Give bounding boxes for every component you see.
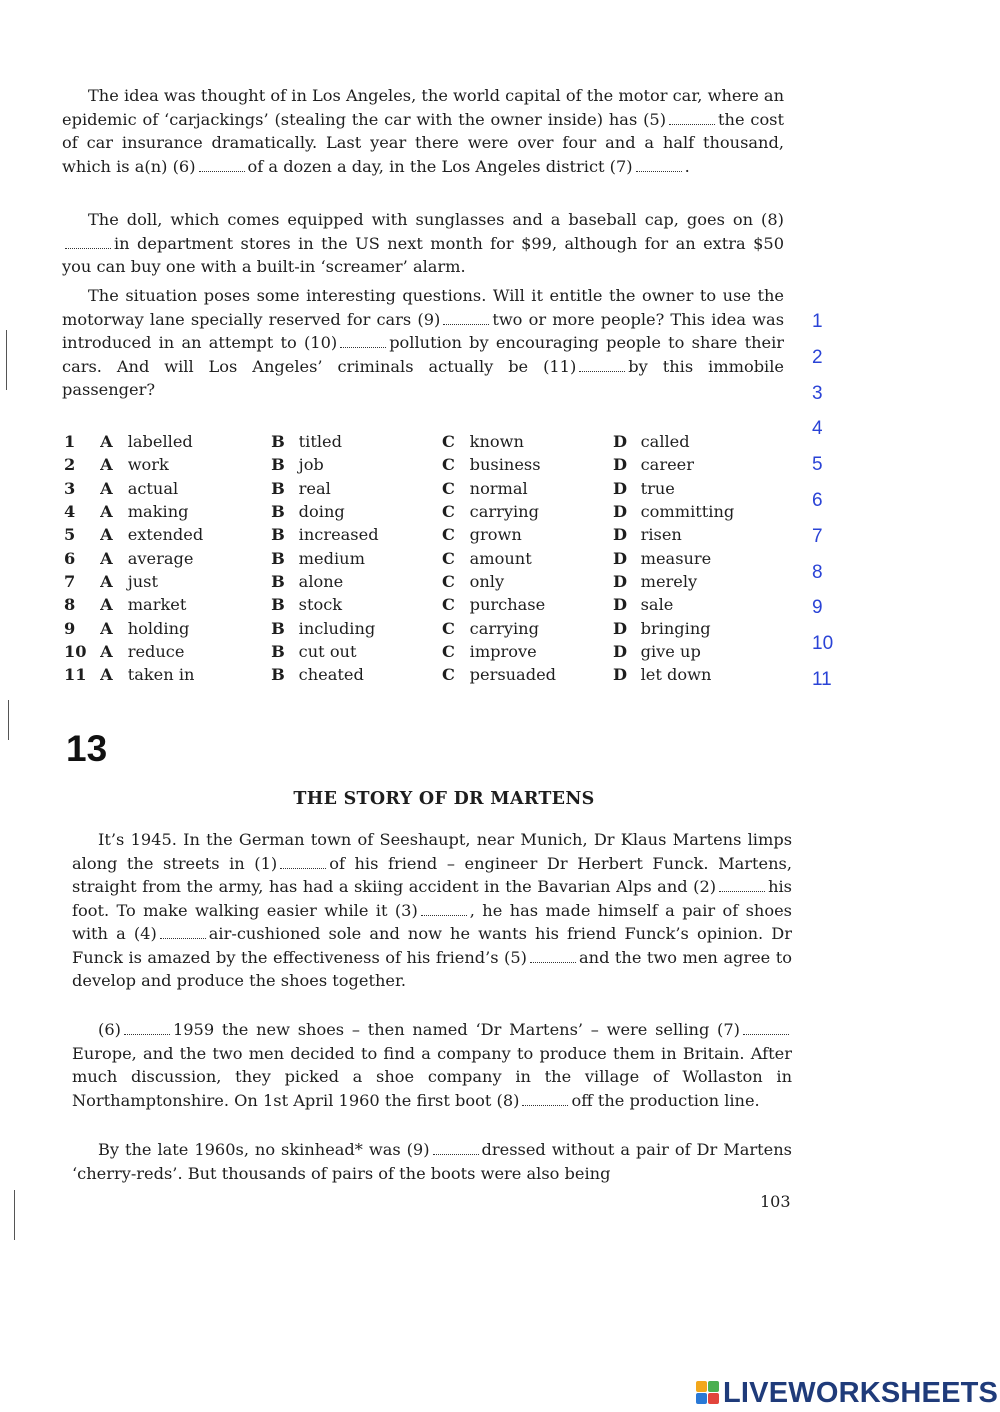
option-a[interactable]: making — [127, 502, 189, 522]
option-c[interactable]: known — [469, 432, 524, 452]
option-letter-a: A — [100, 618, 113, 638]
option-row — [64, 663, 784, 686]
story-text: dressed without a pair of Dr Martens ‘cherry-reds’. But thousands of pairs of the boots were also being — [72, 1140, 792, 1183]
story-gap-5 — [530, 956, 576, 963]
option-letter-c: C — [442, 502, 455, 522]
option-d[interactable]: risen — [640, 525, 682, 545]
gap-11 — [579, 365, 625, 372]
answer-field-3[interactable]: 3 — [812, 382, 823, 404]
option-letter-a: A — [100, 595, 113, 615]
option-letter-d: D — [613, 548, 628, 568]
option-row — [64, 453, 784, 476]
gap-10 — [340, 341, 386, 348]
option-letter-c: C — [442, 455, 455, 475]
option-letter-c: C — [442, 432, 455, 452]
option-row — [64, 546, 784, 569]
answer-field-5[interactable]: 5 — [812, 454, 823, 476]
option-a[interactable]: holding — [127, 618, 190, 638]
option-a[interactable]: work — [127, 455, 169, 475]
option-letter-a: A — [100, 665, 113, 685]
passage-text: by this immobile passenger? — [62, 356, 784, 399]
answer-field-4[interactable]: 4 — [812, 418, 823, 440]
option-letter-c: C — [442, 478, 455, 498]
story-gap-9 — [433, 1148, 479, 1155]
option-a[interactable]: actual — [127, 478, 179, 498]
option-a[interactable]: extended — [127, 525, 204, 545]
story-text: 1959 the new shoes – then named ‘Dr Martens’ – were selling (7) — [172, 1020, 740, 1039]
story-paragraph-3 — [72, 1138, 792, 1185]
option-b[interactable]: increased — [298, 525, 379, 545]
option-d[interactable]: sale — [640, 595, 674, 615]
option-letter-c: C — [442, 618, 455, 638]
option-row — [64, 570, 784, 593]
answer-field-7[interactable]: 7 — [812, 525, 823, 547]
option-row — [64, 593, 784, 616]
answer-field-1[interactable]: 1 — [812, 311, 823, 332]
option-number: 7 — [64, 571, 76, 591]
option-d[interactable]: committing — [640, 502, 735, 522]
passage-text: The situation poses some interesting questions. Will it entitle the owner to use the motorway lane specially reserved for cars (9) — [62, 286, 784, 329]
page-number: 103 — [760, 1192, 791, 1211]
option-letter-d: D — [613, 665, 628, 685]
option-number: 1 — [64, 432, 76, 452]
scan-line — [6, 330, 7, 390]
option-d[interactable]: merely — [640, 571, 698, 591]
option-letter-d: D — [613, 478, 628, 498]
story-text: (6) — [98, 1020, 121, 1039]
option-b[interactable]: doing — [298, 502, 345, 522]
story-paragraph-2 — [72, 1018, 792, 1112]
option-letter-a: A — [100, 548, 113, 568]
option-c[interactable]: grown — [469, 525, 522, 545]
passage-paragraph-3 — [62, 284, 784, 402]
option-a[interactable]: reduce — [127, 641, 185, 661]
option-number: 9 — [64, 618, 76, 638]
gap-6 — [199, 165, 245, 172]
logo-icon — [696, 1381, 720, 1405]
option-letter-c: C — [442, 665, 455, 685]
story-text: It’s 1945. In the German town of Seeshaupt, near Munich, Dr Klaus Martens limps along the streets in (1) — [72, 830, 792, 873]
answer-field-8[interactable]: 8 — [812, 561, 823, 583]
story-gap-4 — [160, 932, 206, 939]
option-d[interactable]: give up — [640, 641, 701, 661]
gap-8 — [65, 242, 111, 249]
liveworksheets-logo[interactable] — [696, 1376, 998, 1410]
answer-field-11[interactable]: 11 — [812, 669, 832, 690]
option-letter-b: B — [271, 478, 285, 498]
option-letter-a: A — [100, 571, 113, 591]
option-row — [64, 477, 784, 500]
option-number: 4 — [64, 502, 76, 522]
story-text: and the two men agree to develop and produce the shoes together. — [72, 947, 792, 990]
passage-text: of a dozen a day, in the Los Angeles district (7) — [247, 156, 633, 176]
option-letter-a: A — [100, 525, 113, 545]
answer-field-2[interactable]: 2 — [812, 346, 823, 368]
option-number: 8 — [64, 595, 76, 615]
option-letter-a: A — [100, 502, 113, 522]
option-number: 10 — [64, 641, 87, 661]
option-row — [64, 523, 784, 546]
story-text: By the late 1960s, no skinhead* was (9) — [98, 1140, 430, 1159]
story-gap-6 — [124, 1028, 170, 1035]
option-b[interactable]: cheated — [298, 665, 364, 685]
gap-7 — [636, 165, 682, 172]
options-table — [64, 430, 784, 686]
option-b[interactable]: alone — [298, 571, 344, 591]
answer-field-10[interactable]: 10 — [812, 633, 834, 655]
gap-5 — [669, 118, 715, 125]
option-letter-b: B — [271, 455, 285, 475]
answer-field-9[interactable]: 9 — [812, 597, 823, 619]
story-text: Europe, and the two men decided to find a company to produce them in Britain. After much discussion, they picked a shoe company in the village of Wollaston in Northamptonshire. On 1st April 1960 the first boot (8) — [72, 1043, 792, 1110]
passage-text: . — [684, 156, 690, 176]
option-letter-d: D — [613, 618, 628, 638]
option-a[interactable]: taken in — [127, 665, 195, 685]
option-letter-d: D — [613, 525, 628, 545]
option-letter-b: B — [271, 571, 285, 591]
option-c[interactable]: purchase — [469, 595, 546, 615]
option-letter-a: A — [100, 641, 113, 661]
story-text: his foot. To make walking easier while it (3) — [72, 877, 792, 920]
option-a[interactable]: labelled — [127, 432, 193, 452]
option-letter-b: B — [271, 618, 285, 638]
option-a[interactable]: just — [127, 571, 158, 591]
option-letter-a: A — [100, 478, 113, 498]
story-gap-2 — [719, 885, 765, 892]
option-b[interactable]: medium — [298, 548, 365, 568]
option-d[interactable]: bringing — [640, 618, 711, 638]
story-gap-8 — [522, 1099, 568, 1106]
option-letter-c: C — [442, 595, 455, 615]
options-body — [64, 430, 784, 686]
option-row — [64, 500, 784, 523]
passage-text: in department stores in the US next month for $99, although for an extra $50 you can buy one with a built-in ‘screamer’ alarm. — [62, 233, 784, 276]
option-d[interactable]: called — [640, 432, 690, 452]
option-letter-b: B — [271, 548, 285, 568]
logo-text: LIVEWORKSHEETS — [723, 1376, 999, 1409]
answer-field-6[interactable]: 6 — [812, 490, 823, 511]
option-letter-d: D — [613, 595, 628, 615]
option-b[interactable]: stock — [298, 595, 343, 615]
option-b[interactable]: including — [298, 618, 376, 638]
option-c[interactable]: amount — [469, 548, 532, 568]
story-gap-3 — [421, 909, 467, 916]
option-row — [64, 640, 784, 663]
passage-paragraph-1 — [62, 84, 784, 178]
section-number: 13 — [66, 728, 108, 769]
option-letter-c: C — [442, 641, 455, 661]
scan-line — [14, 1190, 15, 1240]
gap-9 — [443, 318, 489, 325]
option-a[interactable]: average — [127, 548, 194, 568]
option-c[interactable]: only — [469, 571, 505, 591]
option-c[interactable]: business — [469, 455, 541, 475]
option-c[interactable]: improve — [469, 641, 537, 661]
option-number: 2 — [64, 455, 76, 475]
option-letter-b: B — [271, 641, 285, 661]
option-c[interactable]: carrying — [469, 502, 539, 522]
option-letter-d: D — [613, 641, 628, 661]
option-letter-b: B — [271, 432, 285, 452]
story-gap-1 — [280, 862, 326, 869]
passage-text: The doll, which comes equipped with sunglasses and a baseball cap, goes on (8) — [88, 210, 784, 229]
story-title: THE STORY OF DR MARTENS — [293, 789, 595, 809]
passage-text: The idea was thought of in Los Angeles, the world capital of the motor car, where an epidemic of ‘carjackings’ (stealing the car with the owner inside) has (5) — [62, 86, 784, 129]
option-letter-b: B — [271, 502, 285, 522]
option-c[interactable]: persuaded — [469, 665, 557, 685]
story-text: air-cushioned sole and now he wants his friend Funck’s opinion. Dr Funck is amazed by the effectiveness of his friend’s (5) — [72, 924, 793, 967]
story-text: , he has made himself a pair of shoes with a (4) — [72, 900, 792, 943]
option-b[interactable]: real — [298, 478, 331, 498]
option-b[interactable]: job — [298, 455, 324, 475]
passage-paragraph-2 — [62, 208, 784, 279]
passage-text: the cost of car insurance dramatically. Last year there were over four and a half thousand, which is a(n) (6) — [62, 109, 784, 176]
option-letter-d: D — [613, 455, 628, 475]
option-letter-b: B — [271, 595, 285, 615]
option-letter-c: C — [442, 548, 455, 568]
option-letter-d: D — [613, 432, 628, 452]
option-c[interactable]: normal — [469, 478, 528, 498]
option-letter-a: A — [100, 432, 113, 452]
option-d[interactable]: measure — [640, 548, 712, 568]
option-letter-a: A — [100, 455, 113, 475]
option-number: 3 — [64, 478, 76, 498]
option-letter-b: B — [271, 665, 285, 685]
option-letter-d: D — [613, 502, 628, 522]
passage-text: two or more people? This idea was introduced in an attempt to (10) — [62, 309, 784, 352]
story-paragraph-1 — [72, 828, 792, 993]
story-text: off the production line. — [571, 1090, 760, 1110]
option-letter-b: B — [271, 525, 285, 545]
option-row — [64, 616, 784, 639]
option-d[interactable]: career — [640, 455, 694, 475]
option-b[interactable]: cut out — [298, 641, 357, 661]
story-gap-7 — [743, 1028, 789, 1035]
option-d[interactable]: true — [640, 478, 675, 498]
option-row — [64, 430, 784, 453]
option-letter-d: D — [613, 571, 628, 591]
option-letter-c: C — [442, 525, 455, 545]
passage-text: pollution by encouraging people to share their cars. And will Los Angeles’ criminals actually be (11) — [62, 333, 784, 376]
option-number: 11 — [64, 665, 87, 685]
option-b[interactable]: titled — [298, 432, 342, 452]
story-text: of his friend – engineer Dr Herbert Funck. Martens, straight from the army, has had a skiing accident in the Bavarian Alps and (2) — [72, 853, 792, 896]
option-letter-c: C — [442, 571, 455, 591]
option-a[interactable]: market — [127, 595, 187, 615]
option-number: 5 — [64, 525, 76, 545]
option-c[interactable]: carrying — [469, 618, 539, 638]
option-number: 6 — [64, 548, 76, 568]
option-d[interactable]: let down — [640, 665, 712, 685]
scan-line — [8, 700, 9, 740]
